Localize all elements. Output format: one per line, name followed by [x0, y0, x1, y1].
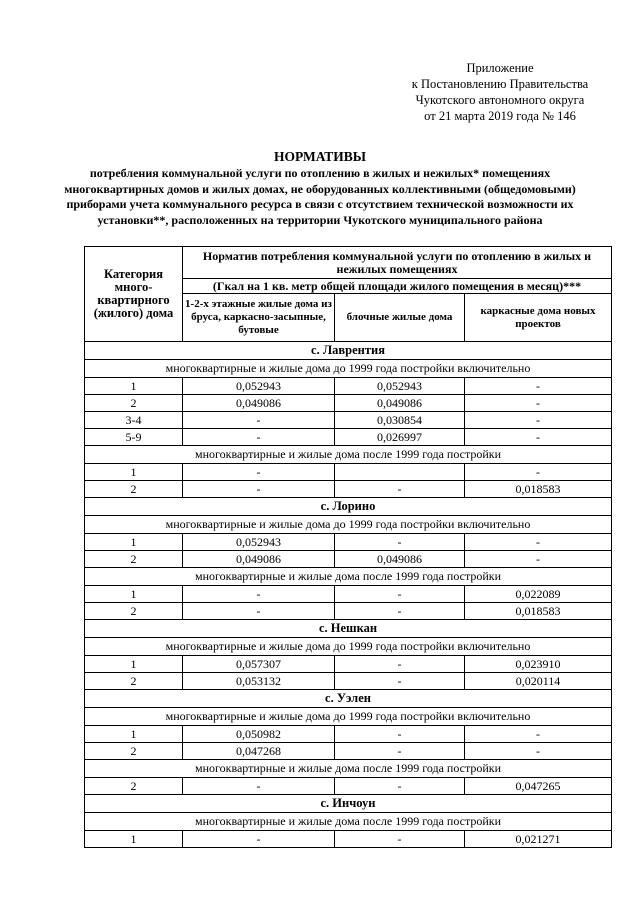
value-cell: 0,053132 — [183, 673, 335, 690]
value-cell: - — [465, 464, 612, 481]
header-col-frame: каркасные дома новых проектов — [465, 294, 612, 342]
value-cell: 0,049086 — [335, 395, 465, 412]
group-row: многоквартирные и жилые дома до 1999 года постройки включительно — [85, 360, 612, 378]
category-cell: 2 — [85, 778, 183, 795]
annex-line-1: Приложение — [466, 61, 534, 75]
table-row — [85, 534, 612, 551]
annex-block — [380, 60, 620, 124]
header-unit: (Гкал на 1 кв. метр общей площади жилого помещения в месяц)*** — [183, 279, 612, 294]
value-cell: 0,049086 — [183, 551, 335, 568]
category-cell: 2 — [85, 673, 183, 690]
header-col-block: блочные жилые дома — [335, 294, 465, 342]
value-cell: - — [335, 673, 465, 690]
title-subtitle: потребления коммунальной услуги по отоплению в жилых и нежилых* помещениях многоквартирных домов и жилых домах, не оборудованных коллективными (общедомовыми) приборами учета коммунального ресурса в связи с отсутствием технической возможности их установки**, расположенных на территории Чукотского муниципального района — [64, 166, 576, 227]
value-cell: 0,018583 — [465, 603, 612, 620]
category-cell: 2 — [85, 551, 183, 568]
value-cell: - — [465, 429, 612, 446]
value-cell: - — [335, 726, 465, 743]
table-row — [85, 464, 612, 481]
value-cell: 0,021271 — [465, 831, 612, 848]
value-cell: - — [183, 429, 335, 446]
value-cell: 0,023910 — [465, 656, 612, 673]
table-row — [85, 395, 612, 412]
value-cell: - — [335, 481, 465, 498]
category-cell: 2 — [85, 481, 183, 498]
value-cell: - — [335, 743, 465, 760]
table-row — [85, 743, 612, 760]
category-cell: 2 — [85, 743, 183, 760]
category-cell: 5-9 — [85, 429, 183, 446]
value-cell: - — [335, 831, 465, 848]
table-row — [85, 673, 612, 690]
annex-line-3: Чукотского автономного округа — [415, 93, 585, 107]
settlement-row: с. Уэлен — [85, 690, 612, 708]
document-title — [60, 149, 580, 228]
value-cell: 0,022089 — [465, 586, 612, 603]
value-cell: 0,026997 — [335, 429, 465, 446]
table-row — [85, 586, 612, 603]
category-cell: 1 — [85, 656, 183, 673]
value-cell: 0,047268 — [183, 743, 335, 760]
value-cell: 0,049086 — [335, 551, 465, 568]
table-row — [85, 603, 612, 620]
value-cell: 0,052943 — [335, 378, 465, 395]
value-cell: 0,030854 — [335, 412, 465, 429]
value-cell: 0,018583 — [465, 481, 612, 498]
value-cell: - — [183, 603, 335, 620]
value-cell: 0,049086 — [183, 395, 335, 412]
value-cell: - — [335, 586, 465, 603]
value-cell: - — [465, 378, 612, 395]
category-cell: 3-4 — [85, 412, 183, 429]
value-cell: - — [183, 412, 335, 429]
value-cell: - — [183, 481, 335, 498]
group-row: многоквартирные и жилые дома до 1999 года постройки включительно — [85, 708, 612, 726]
value-cell: 0,020114 — [465, 673, 612, 690]
category-cell: 1 — [85, 534, 183, 551]
norms-table — [84, 246, 612, 848]
table-row — [85, 831, 612, 848]
value-cell: - — [335, 603, 465, 620]
settlement-row: с. Лорино — [85, 498, 612, 516]
group-row: многоквартирные и жилые дома до 1999 года постройки включительно — [85, 638, 612, 656]
value-cell: - — [335, 778, 465, 795]
category-cell: 2 — [85, 603, 183, 620]
header-norm: Норматив потребления коммунальной услуги по отоплению в жилых и нежилых помещениях — [183, 247, 612, 279]
header-category: Категория много-квартирного (жилого) дома — [85, 247, 183, 342]
table-row — [85, 551, 612, 568]
value-cell: 0,050982 — [183, 726, 335, 743]
settlement-row: с. Инчоун — [85, 795, 612, 813]
settlement-row: с. Лаврентия — [85, 342, 612, 360]
table-row — [85, 378, 612, 395]
table-row — [85, 429, 612, 446]
annex-line-2: к Постановлению Правительства — [411, 77, 589, 91]
category-cell: 1 — [85, 586, 183, 603]
value-cell: - — [465, 743, 612, 760]
category-cell: 1 — [85, 464, 183, 481]
value-cell: - — [465, 534, 612, 551]
value-cell: - — [465, 551, 612, 568]
category-cell: 1 — [85, 726, 183, 743]
value-cell: - — [465, 412, 612, 429]
header-col-wooden: 1-2-х этажные жилые дома из бруса, каркасно-засыпные, бутовые — [183, 294, 335, 342]
category-cell: 2 — [85, 395, 183, 412]
table-row — [85, 412, 612, 429]
value-cell — [335, 464, 465, 481]
value-cell: - — [183, 831, 335, 848]
value-cell: - — [465, 395, 612, 412]
title-heading: НОРМАТИВЫ — [273, 149, 367, 164]
category-cell: 1 — [85, 378, 183, 395]
value-cell: 0,047265 — [465, 778, 612, 795]
value-cell: 0,052943 — [183, 378, 335, 395]
group-row: многоквартирные и жилые дома до 1999 года постройки включительно — [85, 516, 612, 534]
value-cell: - — [335, 656, 465, 673]
category-cell: 1 — [85, 831, 183, 848]
norms-table-body — [85, 247, 612, 848]
value-cell: - — [335, 534, 465, 551]
table-row — [85, 778, 612, 795]
value-cell: - — [465, 726, 612, 743]
value-cell: 0,052943 — [183, 534, 335, 551]
annex-line-4: от 21 марта 2019 года № 146 — [424, 109, 576, 123]
group-row: многоквартирные и жилые дома после 1999 года постройки — [85, 446, 612, 464]
value-cell: 0,057307 — [183, 656, 335, 673]
group-row: многоквартирные и жилые дома после 1999 года постройки — [85, 568, 612, 586]
settlement-row: с. Нешкан — [85, 620, 612, 638]
table-row — [85, 656, 612, 673]
table-row — [85, 481, 612, 498]
value-cell: - — [183, 778, 335, 795]
table-row — [85, 726, 612, 743]
group-row: многоквартирные и жилые дома после 1999 года постройки — [85, 760, 612, 778]
group-row: многоквартирные и жилые дома после 1999 года постройки — [85, 813, 612, 831]
value-cell: - — [183, 464, 335, 481]
value-cell: - — [183, 586, 335, 603]
